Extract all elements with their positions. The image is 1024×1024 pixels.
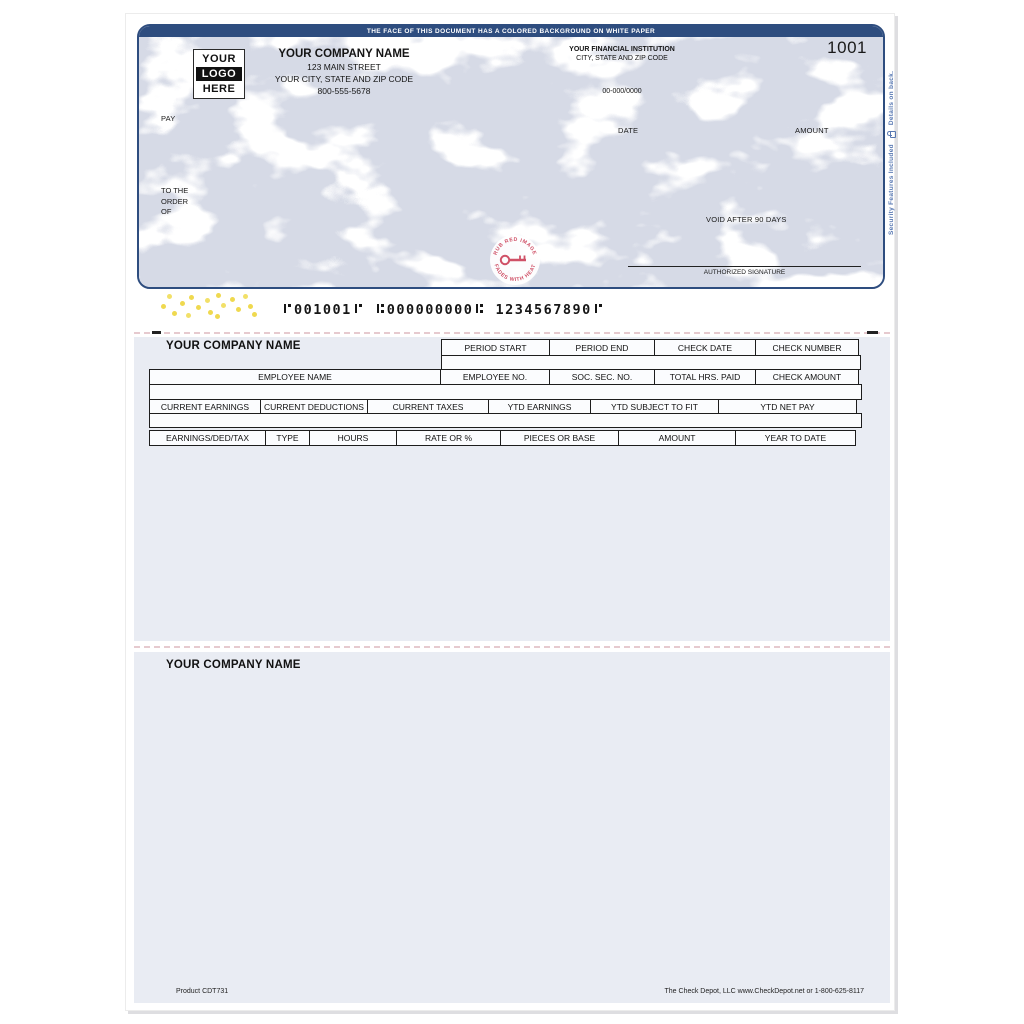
micr-onus-symbol [354, 303, 363, 314]
registration-mark [152, 331, 161, 334]
header-check-number: CHECK NUMBER [755, 339, 859, 356]
bank-block [532, 45, 712, 63]
micr-routing-number: 000000000 [386, 302, 474, 318]
lower-company-name: YOUR COMPANY NAME [166, 659, 301, 671]
company-phone: 800-555-5678 [317, 86, 371, 96]
heat-sensitive-key-icon [488, 233, 542, 287]
logo-line-2: LOGO [196, 67, 242, 82]
header-hours: HOURS [309, 430, 397, 446]
registration-mark [867, 331, 878, 334]
empty-employee-values-row [149, 384, 862, 400]
company-city: YOUR CITY, STATE AND ZIP CODE [274, 74, 414, 84]
stub-company-name: YOUR COMPANY NAME [166, 340, 301, 352]
bank-fraction: 00-000/0000 [602, 88, 642, 95]
authorized-signature-label: AUTHORIZED SIGNATURE [703, 269, 786, 276]
pay-label: PAY [161, 114, 176, 123]
top-banner [139, 26, 883, 37]
lower-copy-panel [134, 652, 890, 1003]
micr-account-number: 1234567890 [495, 302, 592, 318]
perforation-line-top [134, 332, 890, 334]
header-ytd-subject-to-fit: YTD SUBJECT TO FIT [590, 399, 719, 414]
security-strip [886, 63, 897, 235]
company-name: YOUR COMPANY NAME [278, 48, 410, 60]
header-period-end: PERIOD END [549, 339, 655, 356]
header-ytd-earnings: YTD EARNINGS [488, 399, 591, 414]
header-soc-sec-no: SOC. SEC. NO. [549, 369, 655, 385]
banner-text: THE FACE OF THIS DOCUMENT HAS A COLORED BACKGROUND ON WHITE PAPER [366, 28, 656, 35]
to-the-order-of-label: TO THE ORDER OF [161, 186, 189, 216]
header-total-hrs-paid: TOTAL HRS. PAID [654, 369, 756, 385]
header-earnings-ded-tax: EARNINGS/DED/TAX [149, 430, 266, 446]
seal-bottom-text: FADES WITH HEAT [492, 263, 538, 284]
empty-totals-values-row [149, 413, 862, 428]
amount-label: AMOUNT [795, 126, 829, 135]
header-ytd-net-pay: YTD NET PAY [718, 399, 857, 414]
logo-line-3: HERE [202, 82, 236, 95]
lock-icon [890, 131, 896, 138]
micr-line [281, 302, 605, 318]
date-label: DATE [618, 126, 639, 135]
header-current-deductions: CURRENT DEDUCTIONS [260, 399, 368, 414]
micr-transit-symbol [376, 303, 385, 314]
micr-onus-symbol [594, 303, 603, 314]
pay-stub-panel [134, 337, 890, 641]
signature-line [628, 266, 861, 276]
company-block [233, 48, 455, 97]
product-code: Product CDT731 [176, 988, 229, 995]
void-after-label: VOID AFTER 90 DAYS [706, 215, 787, 224]
micr-onus-symbol [283, 303, 292, 314]
bank-city: CITY, STATE AND ZIP CODE [576, 55, 668, 62]
logo-line-1: YOUR [202, 53, 236, 66]
header-year-to-date: YEAR TO DATE [735, 430, 856, 446]
header-current-taxes: CURRENT TAXES [367, 399, 489, 414]
header-type: TYPE [265, 430, 310, 446]
bank-name: YOUR FINANCIAL INSTITUTION [569, 46, 675, 53]
micr-check-number: 001001 [294, 302, 352, 318]
seal-top-text: RUB RED IMAGE [492, 236, 538, 257]
header-check-amount: CHECK AMOUNT [755, 369, 859, 385]
header-period-start: PERIOD START [441, 339, 550, 356]
check-number: 1001 [827, 38, 867, 57]
header-pieces-or-base: PIECES OR BASE [500, 430, 619, 446]
header-employee-no: EMPLOYEE NO. [440, 369, 550, 385]
header-check-date: CHECK DATE [654, 339, 756, 356]
perforation-line-bottom [134, 646, 890, 648]
company-street: 123 MAIN STREET [307, 62, 381, 72]
security-features-text: Security Features Included [888, 144, 895, 235]
check-face [137, 24, 885, 289]
details-on-back-text: Details on back. [888, 70, 895, 126]
header-employee-name: EMPLOYEE NAME [149, 369, 441, 385]
vendor-info: The Check Depot, LLC www.CheckDepot.net or 1-800-625-8117 [664, 988, 864, 995]
header-amount: AMOUNT [618, 430, 736, 446]
header-rate-or-percent: RATE OR % [396, 430, 501, 446]
security-dots-icon [153, 292, 158, 297]
check-sheet [125, 13, 895, 1011]
empty-period-values-row [441, 355, 861, 370]
micr-transit-symbol [475, 303, 484, 314]
header-current-earnings: CURRENT EARNINGS [149, 399, 261, 414]
